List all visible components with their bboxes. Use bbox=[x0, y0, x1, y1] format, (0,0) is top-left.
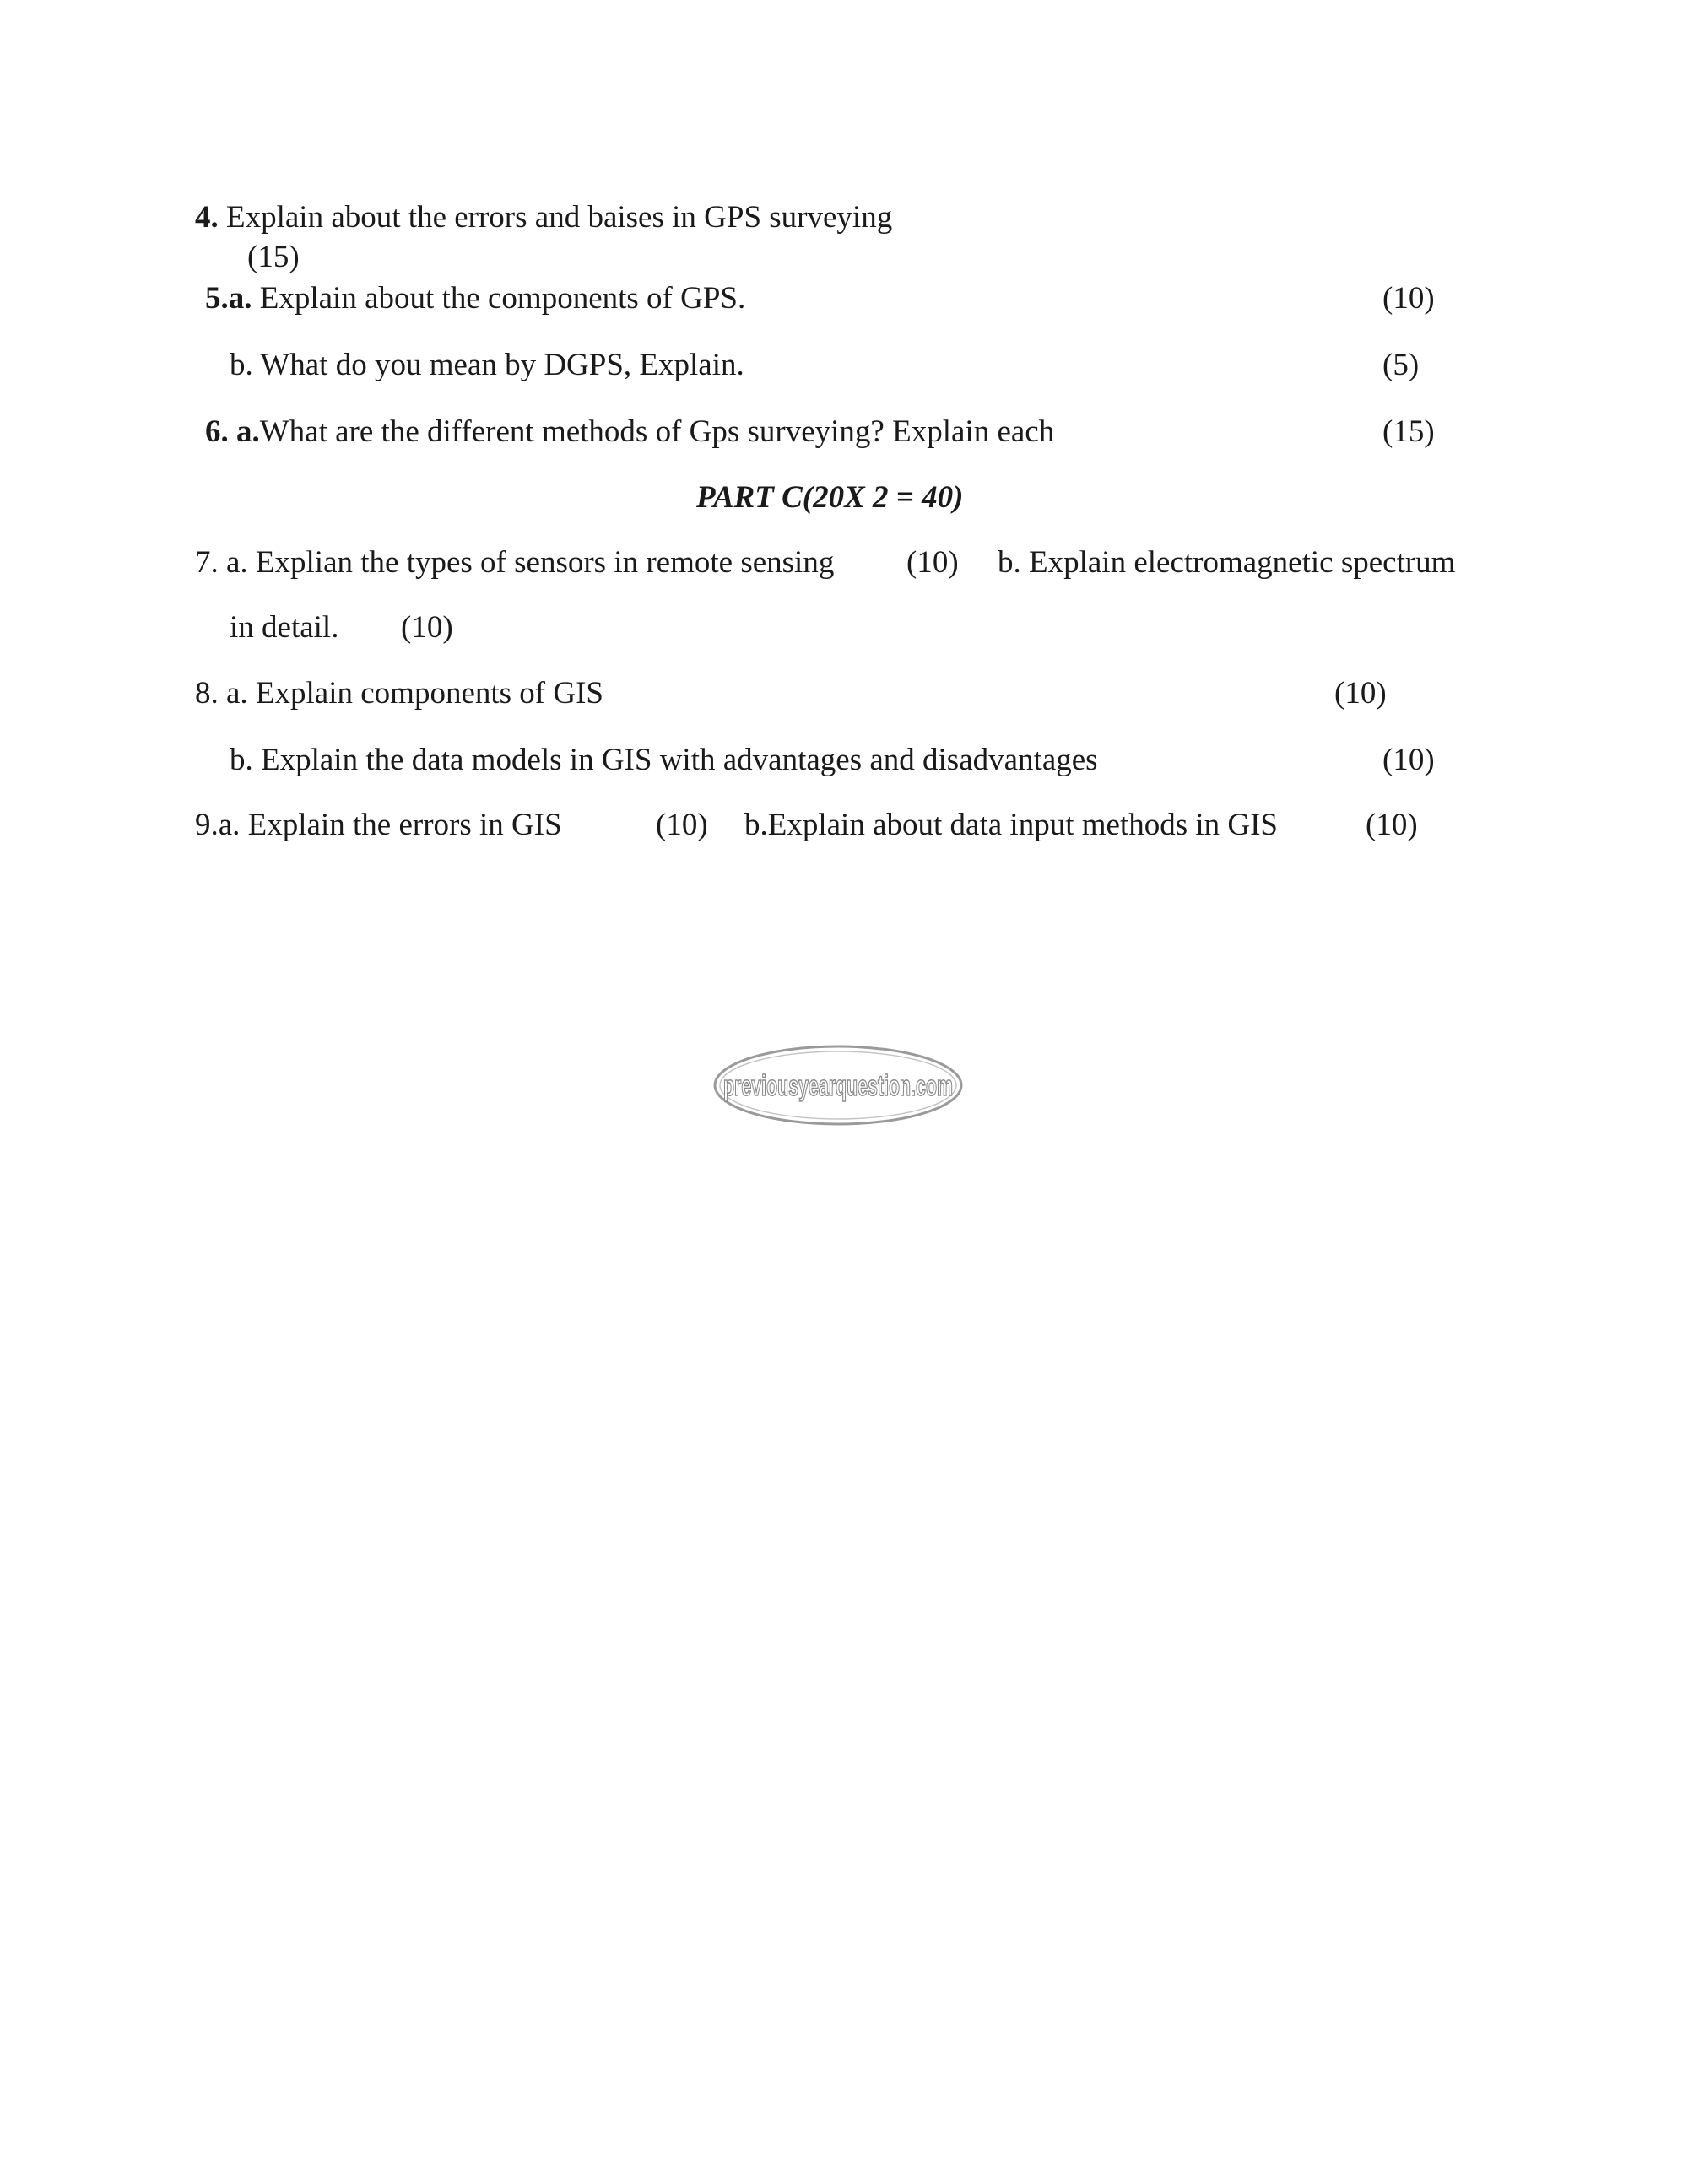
question-4-marks: (15) bbox=[247, 240, 300, 274]
question-7b-text: b. Explain electromagnetic spectrum bbox=[998, 545, 1456, 580]
question-4-text: Explain about the errors and baises in GPS surveying bbox=[226, 200, 893, 235]
question-8a-text: 8. a. Explain components of GIS bbox=[195, 676, 603, 711]
question-6a bbox=[205, 416, 1054, 447]
part-c-heading: PART C(20X 2 = 40) bbox=[696, 480, 964, 515]
question-6a-number: 6. a. bbox=[205, 414, 260, 449]
question-5a bbox=[205, 283, 745, 314]
question-5a-marks: (10) bbox=[1382, 281, 1435, 316]
question-5a-number: 5.a. bbox=[205, 281, 252, 316]
question-6a-text: What are the different methods of Gps surveying? Explain each bbox=[259, 414, 1055, 449]
question-7a-text: 7. a. Explian the types of sensors in remote sensing bbox=[195, 545, 835, 580]
question-9b-text: b.Explain about data input methods in GIS bbox=[744, 808, 1278, 842]
question-9a-text: 9.a. Explain the errors in GIS bbox=[195, 808, 562, 842]
question-8b-marks: (10) bbox=[1382, 743, 1435, 777]
question-4 bbox=[195, 202, 892, 233]
question-7b-marks: (10) bbox=[401, 610, 453, 645]
watermark-text: previousyearquestion.com bbox=[723, 1070, 953, 1102]
question-5a-text: Explain about the components of GPS. bbox=[259, 281, 746, 316]
question-9b-marks: (10) bbox=[1366, 808, 1418, 842]
watermark-logo bbox=[711, 1043, 965, 1127]
question-9a-marks: (10) bbox=[656, 808, 708, 842]
question-8a-marks: (10) bbox=[1334, 676, 1387, 711]
question-8b-text: b. Explain the data models in GIS with advantages and disadvantages bbox=[230, 743, 1098, 777]
question-5b-marks: (5) bbox=[1382, 348, 1420, 382]
question-7a-marks: (10) bbox=[906, 545, 959, 580]
question-5b-text: b. What do you mean by DGPS, Explain. bbox=[230, 348, 744, 382]
question-6a-marks: (15) bbox=[1382, 414, 1435, 449]
question-4-number: 4. bbox=[195, 200, 219, 235]
question-7b-continued: in detail. bbox=[230, 610, 339, 645]
